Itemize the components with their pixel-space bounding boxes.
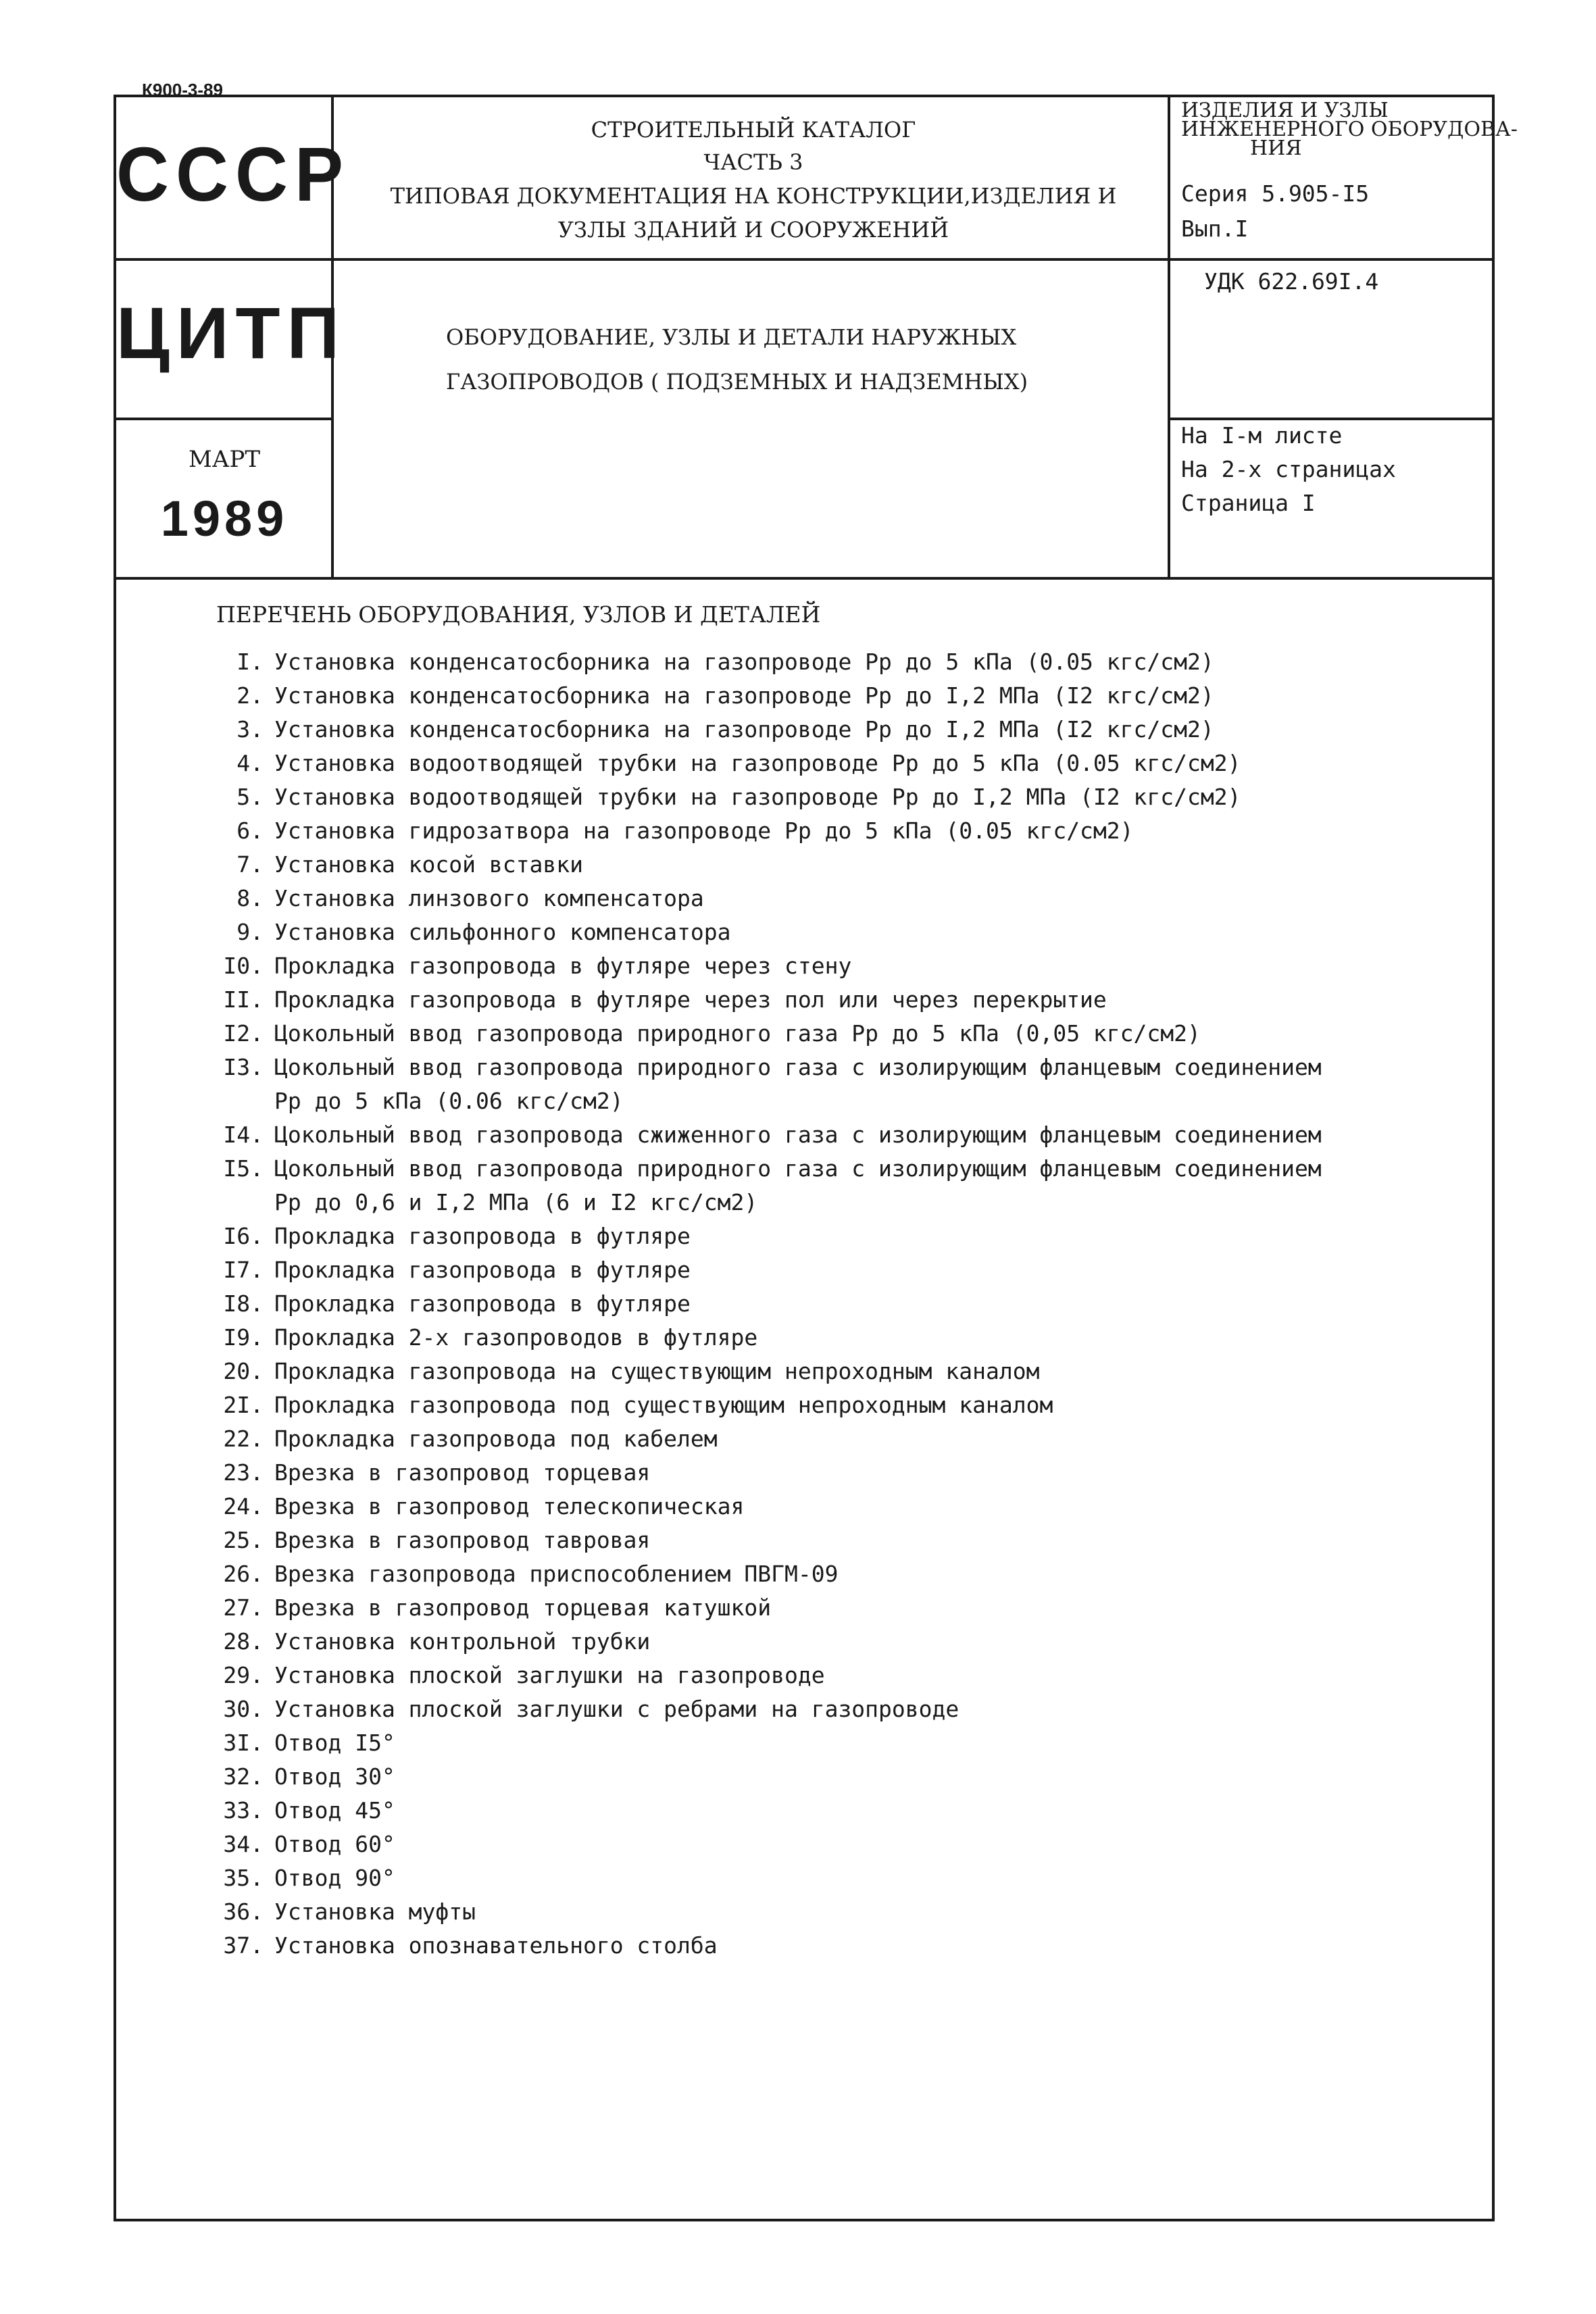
item-number: 20. [223,1358,264,1384]
item-text: Установка конденсатосборника на газопроводе Рр до I,2 МПа (I2 кгс/см2) [274,682,1214,709]
item-text: Отвод 90° [274,1865,395,1891]
item-text: Врезка в газопровод тавровая [274,1527,651,1553]
list-item [203,1760,1473,1794]
list-item [203,1692,1473,1726]
item-text: Прокладка газопровода в футляре [274,1257,691,1283]
list-item [203,949,1473,983]
item-number: I9. [223,1324,264,1351]
item-continuation: Рр до 0,6 и I,2 МПа (6 и I2 кгс/см2) [274,1189,758,1215]
item-number: 32. [223,1763,264,1790]
item-number: 35. [223,1865,264,1891]
item-number: 2. [236,682,264,709]
equipment-list [203,645,1473,1963]
list-item [203,1456,1473,1490]
item-number: I5. [223,1155,264,1182]
item-text: Установка линзового компенсатора [274,885,704,911]
item-number: 6. [236,818,264,844]
item-text: Прокладка 2-х газопроводов в футляре [274,1324,758,1351]
list-item [203,1929,1473,1963]
udk-code: УДК 622.69I.4 [1204,268,1379,295]
item-text: Установка сильфонного компенсатора [274,919,731,945]
page-count: На 2-х страницах [1181,456,1396,482]
catalog-subtitle-line1: ТИПОВАЯ ДОКУМЕНТАЦИЯ НА КОНСТРУКЦИИ,ИЗДЕЛИЯ И [390,183,1117,209]
list-item [203,1895,1473,1929]
item-text: Прокладка газопровода на существующим непроходным каналом [274,1358,1040,1384]
item-number: 22. [223,1426,264,1452]
list-item [203,1321,1473,1355]
item-text: Установка конденсатосборника на газопроводе Рр до 5 кПа (0.05 кгс/см2) [274,649,1214,675]
section-name-line2: ИНЖЕНЕРНОГО ОБОРУДОВА- [1181,118,1518,141]
item-text: Цокольный ввод газопровода природного газа с изолирующим фланцевым соединением [274,1054,1322,1080]
item-text: Врезка в газопровод торцевая [274,1459,651,1486]
item-number: 7. [236,851,264,878]
item-text: Цокольный ввод газопровода природного газа с изолирующим фланцевым соединением [274,1155,1322,1182]
item-text: Врезка в газопровод торцевая катушкой [274,1594,772,1621]
item-text: Установка гидрозатвора на газопроводе Рр до 5 кПа (0.05 кгс/см2) [274,818,1134,844]
item-text: Цокольный ввод газопровода сжиженного газа с изолирующим фланцевым соединением [274,1122,1322,1148]
item-text: Установка опознавательного столба [274,1932,718,1959]
item-text: Установка водоотводящей трубки на газопроводе Рр до I,2 МПа (I2 кгс/см2) [274,784,1241,810]
list-item [203,1794,1473,1828]
item-number: 24. [223,1493,264,1519]
list-item [203,645,1473,679]
item-text: Прокладка газопровода в футляре через пол или через перекрытие [274,986,1107,1013]
item-text: Установка плоской заглушки на газопроводе [274,1662,825,1688]
list-item [203,1726,1473,1760]
item-number: 36. [223,1898,264,1925]
item-text: Прокладка газопровода под существующим непроходным каналом [274,1392,1053,1418]
item-number: 23. [223,1459,264,1486]
page-number: Страница I [1181,490,1316,516]
item-number: 30. [223,1696,264,1722]
item-number: 3I. [223,1730,264,1756]
item-number: 27. [223,1594,264,1621]
list-item [203,747,1473,780]
list-item [203,1422,1473,1456]
item-number: II. [223,986,264,1013]
list-item [203,1287,1473,1321]
item-number: 25. [223,1527,264,1553]
item-text: Врезка газопровода приспособлением ПВГМ-09 [274,1561,839,1587]
list-title: ПЕРЕЧЕНЬ ОБОРУДОВАНИЯ, УЗЛОВ И ДЕТАЛЕЙ [216,601,821,628]
year-label: 1989 [160,491,289,547]
item-text: Цокольный ввод газопровода природного газа Рр до 5 кПа (0,05 кгс/см2) [274,1020,1201,1047]
item-number: 37. [223,1932,264,1959]
sheet-count: На I-м листе [1181,422,1343,449]
item-text: Установка косой вставки [274,851,583,878]
item-number: I8. [223,1290,264,1317]
series-label: Серия 5.905-I5 [1181,180,1370,207]
item-text: Врезка в газопровод телескопическая [274,1493,745,1519]
issue-label: Вып.I [1181,216,1249,242]
country-stamp: СССР [116,130,351,218]
item-text: Установка контрольной трубки [274,1628,651,1655]
catalog-title: СТРОИТЕЛЬНЫЙ КАТАЛОГ [591,117,916,143]
list-item [203,1659,1473,1692]
month-label: МАРТ [188,446,261,473]
item-text: Прокладка газопровода под кабелем [274,1426,718,1452]
item-number: 28. [223,1628,264,1655]
item-text: Отвод 45° [274,1797,395,1823]
item-text: Установка муфты [274,1898,476,1925]
item-number: 2I. [223,1392,264,1418]
item-text: Установка конденсатосборника на газопроводе Рр до I,2 МПа (I2 кгс/см2) [274,716,1214,743]
list-item [203,1388,1473,1422]
document-code: К900-3-89 [142,80,223,100]
item-text: Прокладка газопровода в футляре через стену [274,953,852,979]
item-text: Отвод 30° [274,1763,395,1790]
list-item [203,848,1473,882]
item-number: 26. [223,1561,264,1587]
item-text: Прокладка газопровода в футляре [274,1290,691,1317]
list-item [203,1828,1473,1861]
list-item [203,1152,1473,1186]
item-number: I4. [223,1122,264,1148]
item-number: I0. [223,953,264,979]
item-text: Отвод I5° [274,1730,395,1756]
list-item [203,679,1473,713]
item-number: I7. [223,1257,264,1283]
list-item [203,1253,1473,1287]
list-item [203,1557,1473,1591]
catalog-part: ЧАСТЬ 3 [703,149,803,175]
list-item [203,1118,1473,1152]
header-bottom-line [114,577,1492,580]
item-number: I6. [223,1223,264,1249]
item-text: Установка плоской заглушки с ребрами на газопроводе [274,1696,959,1722]
list-item [203,1591,1473,1625]
item-text: Отвод 60° [274,1831,395,1857]
org-stamp: ЦИТП [116,292,347,374]
doc-title-line1: ОБОРУДОВАНИЕ, УЗЛЫ И ДЕТАЛИ НАРУЖНЫХ [446,324,1017,350]
item-number: 3. [236,716,264,743]
list-item [203,1219,1473,1253]
item-number: I. [236,649,264,675]
list-item [203,983,1473,1017]
list-item [203,780,1473,814]
stamp-divider-2 [114,418,334,420]
section-name-line1: ИЗДЕЛИЯ И УЗЛЫ [1181,99,1389,122]
list-item [203,882,1473,915]
list-item [203,814,1473,848]
header-divider-1 [114,258,1492,261]
list-item [203,1861,1473,1895]
item-number: I2. [223,1020,264,1047]
catalog-subtitle-line2: УЗЛЫ ЗДАНИЙ И СООРУЖЕНИЙ [557,217,949,243]
item-number: 4. [236,750,264,776]
list-item [203,1625,1473,1659]
item-number: 9. [236,919,264,945]
item-number: 8. [236,885,264,911]
item-number: 33. [223,1797,264,1823]
item-text: Прокладка газопровода в футляре [274,1223,691,1249]
list-item [203,915,1473,949]
section-name-line3: НИЯ [1250,136,1302,160]
list-item [203,1355,1473,1388]
item-continuation: Рр до 5 кПа (0.06 кгс/см2) [274,1088,624,1114]
list-item [203,1017,1473,1051]
list-item [203,1051,1473,1084]
doc-title-line2: ГАЗОПРОВОДОВ ( ПОДЗЕМНЫХ И НАДЗЕМНЫХ) [446,369,1028,395]
item-number: 34. [223,1831,264,1857]
list-item [203,1524,1473,1557]
list-item [203,1490,1473,1524]
item-number: 5. [236,784,264,810]
item-number: I3. [223,1054,264,1080]
item-number: 29. [223,1662,264,1688]
item-text: Установка водоотводящей трубки на газопроводе Рр до 5 кПа (0.05 кгс/см2) [274,750,1241,776]
list-item [203,713,1473,747]
